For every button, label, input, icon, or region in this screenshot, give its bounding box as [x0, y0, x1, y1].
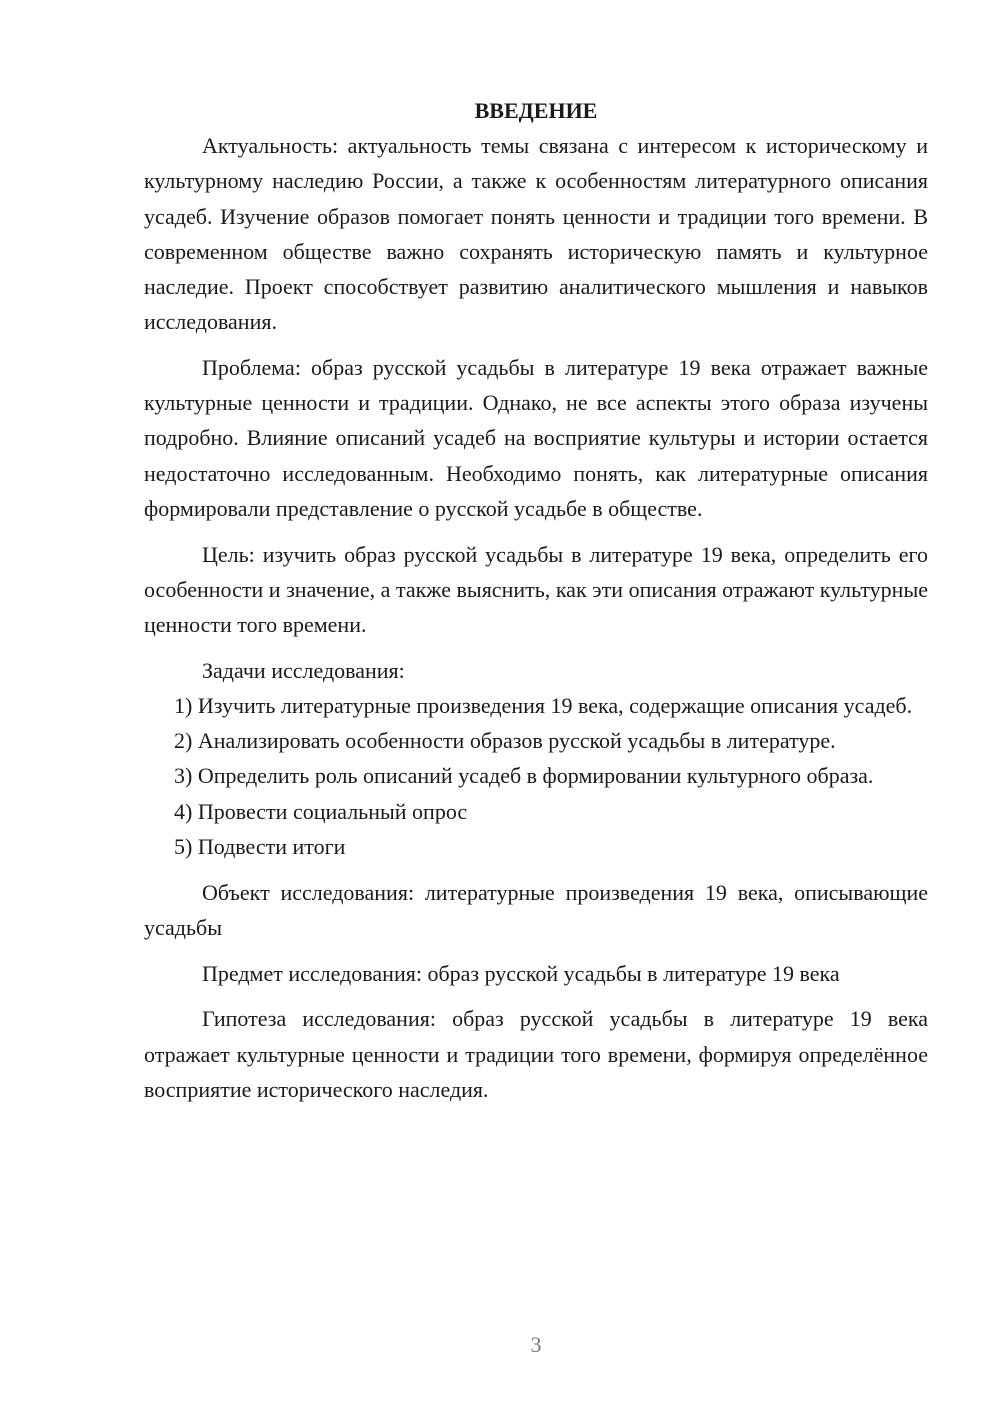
page-content [144, 93, 928, 1107]
paragraph-relevance: Актуальность: актуальность темы связана с интересом к историческому и культурному наследию России, а также к особенностям литературного описания усадеб. Изучение образов помогает понять ценности и традиции того времени. В современном обществе важно сохранять историческую память и культурное наследие. Проект способствует развитию аналитического мышления и навыков исследования. [144, 133, 928, 335]
task-item: 5) Подвести итоги [174, 833, 346, 859]
tasks-title: Задачи исследования: [202, 657, 405, 683]
paragraph-subject: Предмет исследования: образ русской усадьбы в литературе 19 века [202, 960, 840, 986]
paragraph-object: Объект исследования: литературные произведения 19 века, описывающие усадьбы [144, 879, 928, 940]
task-item: 2) Анализировать особенности образов русской усадьбы в литературе. [174, 728, 836, 754]
page-number: 3 [530, 1332, 542, 1357]
section-heading: ВВЕДЕНИЕ [474, 98, 598, 123]
paragraph-problem: Проблема: образ русской усадьбы в литературе 19 века отражает важные культурные ценности и традиции. Однако, не все аспекты этого образа изучены подробно. Влияние описаний усадеб на восприятие культуры и истории остается недостаточно исследованным. Необходимо понять, как литературные описания формировали представление о русской усадьбе в обществе. [144, 355, 928, 521]
paragraph-goal: Цель: изучить образ русской усадьбы в литературе 19 века, определить его особенности и значение, а также выяснить, как эти описания отражают культурные ценности того времени. [144, 541, 928, 638]
task-item: 4) Провести социальный опрос [174, 798, 468, 824]
paragraph-hypothesis: Гипотеза исследования: образ русской усадьбы в литературе 19 века отражает культурные ценности и традиции того времени, формируя определённое восприятие исторического наследия. [144, 1006, 928, 1102]
task-item: 1) Изучить литературные произведения 19 века, содержащие описания усадеб. [174, 693, 913, 719]
task-item: 3) Определить роль описаний усадеб в формировании культурного образа. [174, 763, 874, 789]
